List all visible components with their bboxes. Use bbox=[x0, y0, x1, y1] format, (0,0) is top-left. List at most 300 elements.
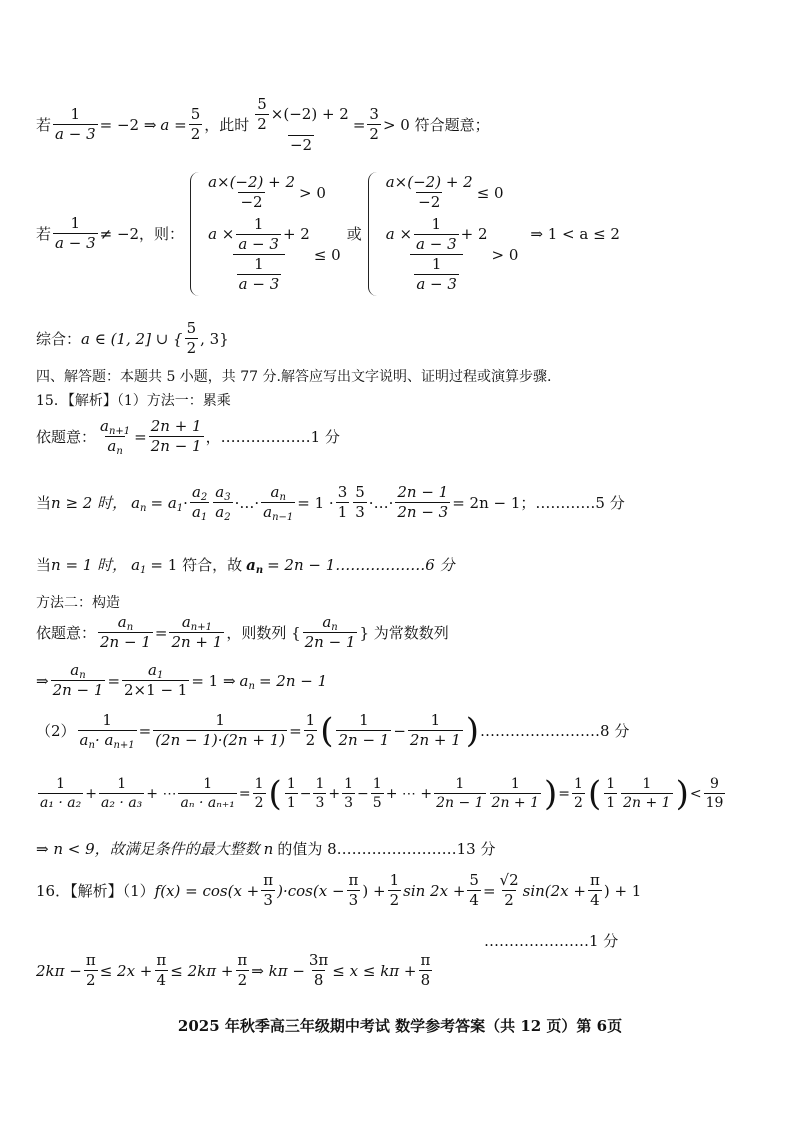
text: 或 bbox=[346, 225, 362, 244]
text: ≤ 2x + bbox=[99, 961, 153, 980]
denominator: 4 bbox=[590, 891, 600, 910]
numerator: 1 bbox=[117, 776, 127, 792]
denominator: a₂ · a₃ bbox=[101, 795, 143, 812]
numerator: a×(−2) + 2 bbox=[385, 173, 473, 191]
text: a bbox=[131, 555, 141, 574]
text: ⇒ 1 < a ≤ 2 bbox=[530, 224, 620, 243]
text: ) + bbox=[362, 881, 386, 900]
compound-denominator bbox=[410, 254, 463, 294]
term bbox=[131, 556, 146, 574]
numerator: 1 bbox=[574, 776, 583, 792]
numerator: √2 bbox=[499, 871, 519, 889]
text: a bbox=[117, 613, 127, 631]
numerator: 1 bbox=[70, 105, 81, 124]
line-12 bbox=[36, 712, 629, 750]
text: a = bbox=[160, 115, 187, 134]
line-6 bbox=[36, 418, 340, 456]
compound-denominator bbox=[233, 254, 286, 294]
fraction bbox=[99, 776, 144, 811]
brace bbox=[190, 172, 200, 296]
denominator: a₁ · a₂ bbox=[40, 795, 82, 812]
denominator: 19 bbox=[705, 795, 724, 812]
line-1 bbox=[36, 96, 490, 154]
text: = bbox=[558, 785, 571, 802]
text: a bbox=[215, 483, 225, 501]
fraction bbox=[235, 952, 249, 990]
numerator: 1 bbox=[254, 255, 264, 273]
numerator: 5 bbox=[190, 105, 201, 124]
text: a bbox=[239, 671, 249, 690]
line-7 bbox=[36, 484, 625, 522]
text: 15．【解析】（1）方法一：累乘 bbox=[36, 393, 231, 409]
text: a bbox=[215, 503, 225, 522]
right-paren: ) bbox=[544, 773, 558, 814]
text: ⇒ bbox=[36, 671, 49, 690]
fraction bbox=[98, 614, 153, 652]
text: …………………1 分 bbox=[484, 932, 619, 950]
subscript: 2 bbox=[200, 492, 208, 503]
text: = bbox=[138, 721, 152, 740]
compound-numerator bbox=[384, 216, 490, 255]
numerator: 5 bbox=[186, 319, 197, 337]
subscript: n bbox=[255, 564, 264, 576]
denominator: a − 3 bbox=[55, 234, 96, 253]
text: ⇒ n < 9，故满足条件的最大整数 bbox=[36, 840, 260, 858]
fraction bbox=[190, 484, 209, 522]
text: a bbox=[148, 661, 157, 679]
numerator: 1 bbox=[359, 711, 369, 729]
line-10 bbox=[36, 614, 449, 652]
numerator: 5 bbox=[469, 871, 479, 889]
text: + 2 bbox=[282, 224, 310, 243]
fraction bbox=[236, 216, 281, 254]
fraction bbox=[307, 952, 330, 990]
subscript: 3 bbox=[224, 492, 231, 503]
fraction bbox=[185, 320, 199, 358]
numerator bbox=[213, 484, 232, 502]
term bbox=[246, 556, 263, 574]
fraction bbox=[467, 872, 481, 910]
text: = −2 ⇒ bbox=[99, 115, 157, 134]
text: > 0 bbox=[299, 183, 326, 202]
page-footer: 2025 年秋季高三年级期中考试 数学参考答案（共 12 页）第 6页 bbox=[177, 1017, 623, 1035]
subscript: n bbox=[126, 622, 134, 633]
numerator bbox=[68, 662, 87, 680]
fraction bbox=[313, 776, 326, 811]
fraction bbox=[261, 872, 275, 910]
system-row bbox=[204, 172, 341, 214]
numerator: π bbox=[263, 871, 274, 889]
text: )·cos(x − bbox=[277, 881, 345, 900]
fraction bbox=[285, 776, 298, 811]
text: + 2 bbox=[460, 224, 488, 243]
fraction bbox=[178, 776, 236, 811]
denominator: 3 bbox=[344, 795, 354, 812]
numerator: π bbox=[237, 951, 248, 969]
denominator: 2n − 1 bbox=[150, 437, 202, 456]
numerator bbox=[180, 614, 214, 632]
fraction bbox=[53, 106, 98, 144]
denominator: 5 bbox=[372, 795, 382, 812]
fraction bbox=[347, 872, 361, 910]
text: 16．【解析】（1） bbox=[36, 882, 155, 901]
fraction bbox=[408, 712, 463, 750]
numerator: 1 bbox=[455, 776, 465, 792]
text: = 1 · bbox=[297, 493, 334, 512]
text: · a bbox=[94, 731, 114, 750]
denominator bbox=[213, 502, 232, 524]
numerator: 9 bbox=[710, 776, 719, 792]
line-11 bbox=[36, 662, 327, 700]
subscript: n bbox=[140, 502, 147, 514]
line-16 bbox=[484, 930, 618, 951]
text: a bbox=[107, 437, 117, 456]
text: a bbox=[263, 503, 273, 522]
numerator: 1 bbox=[389, 871, 400, 889]
text: ……………………8 分 bbox=[480, 722, 630, 741]
fraction bbox=[261, 484, 295, 522]
inequality-system-b bbox=[368, 172, 519, 296]
denominator bbox=[105, 436, 124, 458]
text: + bbox=[328, 785, 341, 802]
fraction bbox=[303, 614, 358, 652]
text: ⇒ kπ − bbox=[251, 961, 305, 980]
subscript: 1 bbox=[156, 670, 164, 681]
line-8 bbox=[36, 554, 455, 575]
numerator: 1 bbox=[254, 776, 264, 792]
denominator: 2n − 1 bbox=[338, 731, 390, 750]
denominator: 3 bbox=[355, 503, 365, 522]
fraction bbox=[304, 712, 318, 750]
text: ≤ 0 bbox=[313, 245, 341, 264]
line-14 bbox=[36, 838, 496, 859]
line-15 bbox=[36, 872, 641, 910]
numerator bbox=[116, 614, 135, 632]
subscript: n+1 bbox=[113, 740, 135, 752]
text: a × bbox=[385, 224, 413, 243]
numerator: 5 bbox=[257, 95, 267, 113]
numerator: 3π bbox=[308, 951, 329, 969]
subscript: 1 bbox=[140, 564, 147, 576]
system-row bbox=[204, 214, 341, 296]
denominator: 2 bbox=[254, 795, 264, 812]
text: ≤ 2kπ + bbox=[170, 961, 234, 980]
text: − bbox=[299, 785, 312, 802]
line-13 bbox=[36, 773, 727, 814]
fraction bbox=[255, 96, 269, 134]
text: ，则数列 { bbox=[226, 624, 301, 643]
numerator: a×(−2) + 2 bbox=[208, 173, 296, 191]
numerator bbox=[269, 484, 288, 502]
left-paren: ( bbox=[320, 710, 334, 751]
denominator: 2n + 1 bbox=[623, 795, 671, 812]
subscript: n bbox=[248, 680, 255, 692]
fraction bbox=[434, 776, 485, 811]
denominator: 3 bbox=[263, 891, 273, 910]
text: = bbox=[134, 427, 147, 446]
system-rows bbox=[382, 172, 519, 296]
text: sin 2x + bbox=[403, 881, 466, 900]
subscript: n bbox=[331, 622, 338, 633]
text: a bbox=[246, 555, 256, 574]
text: + ⋯ + bbox=[385, 785, 433, 802]
fraction bbox=[84, 952, 98, 990]
text: + bbox=[85, 785, 98, 802]
numerator: π bbox=[420, 951, 431, 969]
text: （2） bbox=[36, 722, 76, 741]
denominator: 2 bbox=[574, 795, 583, 812]
text: n ≥ 2 时， bbox=[51, 494, 128, 513]
fraction bbox=[98, 418, 132, 456]
system-row bbox=[382, 214, 519, 296]
denominator: a − 3 bbox=[416, 234, 457, 253]
text: < bbox=[689, 785, 702, 802]
text: 方法二：构造 bbox=[36, 595, 120, 611]
denominator bbox=[190, 502, 209, 524]
system-rows bbox=[204, 172, 341, 296]
denominator: a − 3 bbox=[55, 125, 96, 144]
numerator: 1 bbox=[315, 776, 325, 792]
text: a ∈ (1, 2] ∪ { bbox=[81, 329, 183, 348]
method-two-heading bbox=[36, 592, 120, 612]
text: a bbox=[181, 613, 191, 631]
denominator: 2 bbox=[85, 971, 96, 990]
numerator: 2n + 1 bbox=[150, 417, 202, 435]
denominator: aₙ · aₙ₊₁ bbox=[180, 795, 235, 812]
denominator: 4 bbox=[469, 891, 479, 910]
text: 2kπ − bbox=[36, 961, 82, 980]
fraction bbox=[122, 662, 189, 700]
subscript: n bbox=[88, 740, 95, 752]
text: a bbox=[100, 417, 109, 435]
text: 四、解答题：本题共 5 小题，共 77 分.解答应写出文字说明、证明过程或演算步骤. bbox=[36, 369, 552, 385]
text: ) + 1 bbox=[603, 881, 642, 900]
numerator: 3 bbox=[369, 105, 379, 124]
numerator bbox=[146, 662, 165, 680]
denominator: −2 bbox=[289, 135, 313, 154]
text: 依题意： bbox=[36, 428, 97, 447]
fraction bbox=[367, 106, 381, 144]
fraction bbox=[251, 96, 351, 154]
text: ≠ −2，则： bbox=[99, 225, 185, 244]
numerator: π bbox=[85, 951, 96, 969]
text: − bbox=[393, 721, 406, 740]
fraction bbox=[371, 776, 384, 811]
denominator: −2 bbox=[418, 193, 441, 212]
subscript: n−1 bbox=[272, 512, 294, 524]
left-paren: ( bbox=[587, 773, 602, 814]
text: a bbox=[70, 661, 80, 679]
denominator: 4 bbox=[156, 971, 167, 990]
text: ·…· bbox=[234, 493, 260, 512]
text: a bbox=[270, 483, 280, 501]
text: = 2n − 1 bbox=[258, 671, 328, 690]
inequality-system-a bbox=[190, 172, 341, 296]
subscript: 2 bbox=[224, 512, 231, 524]
text: = bbox=[154, 623, 168, 642]
fraction bbox=[604, 776, 617, 811]
text: 若 bbox=[36, 116, 52, 135]
denominator: 2 bbox=[369, 125, 379, 144]
text: ≤ 0 bbox=[476, 183, 504, 202]
numerator: 1 bbox=[431, 214, 442, 233]
subscript: n+1 bbox=[190, 622, 212, 633]
fraction bbox=[253, 776, 266, 811]
denominator: 2 bbox=[257, 115, 267, 134]
text: = 2n − 1………………6 分 bbox=[267, 556, 455, 574]
denominator bbox=[261, 502, 295, 524]
text: · bbox=[183, 493, 188, 512]
subscript: 1 bbox=[176, 502, 184, 514]
right-paren: ) bbox=[465, 710, 480, 751]
fraction bbox=[149, 418, 204, 456]
denominator: 2n − 1 bbox=[436, 795, 484, 812]
denominator: 2 bbox=[305, 731, 316, 750]
denominator: 2n + 1 bbox=[409, 731, 461, 750]
denominator: 2 bbox=[389, 891, 400, 910]
fraction bbox=[353, 484, 367, 522]
text: a × bbox=[208, 224, 235, 243]
denominator: −2 bbox=[240, 193, 263, 212]
text: > 0 bbox=[491, 245, 519, 264]
denominator: 2n − 3 bbox=[397, 503, 449, 522]
fraction bbox=[498, 872, 521, 910]
fraction bbox=[206, 174, 297, 212]
problem-15-heading bbox=[36, 390, 231, 410]
line-3 bbox=[36, 320, 229, 358]
text: > 0 符合题意； bbox=[382, 116, 490, 135]
numerator bbox=[190, 484, 209, 502]
subscript: 1 bbox=[200, 512, 208, 524]
numerator: 1 bbox=[510, 776, 520, 792]
subscript: n bbox=[79, 670, 86, 681]
text: = 2n − 1；…………5 分 bbox=[452, 494, 625, 513]
denominator: a − 3 bbox=[238, 234, 279, 253]
numerator bbox=[98, 418, 132, 436]
text: = bbox=[238, 785, 251, 802]
numerator: π bbox=[156, 951, 167, 969]
right-paren: ) bbox=[675, 773, 689, 814]
denominator: 1 bbox=[286, 795, 296, 812]
text: a bbox=[131, 493, 141, 512]
text: ×(−2) + 2 bbox=[270, 105, 349, 124]
fraction bbox=[414, 216, 459, 254]
text: } 为常数数列 bbox=[359, 624, 449, 643]
denominator bbox=[78, 730, 137, 752]
denominator: 3 bbox=[348, 891, 359, 910]
fraction bbox=[704, 776, 726, 811]
text: ，此时 bbox=[204, 116, 250, 135]
subscript: n bbox=[279, 492, 286, 503]
numerator: 1 bbox=[642, 776, 652, 792]
fraction bbox=[154, 952, 168, 990]
fraction bbox=[213, 484, 232, 522]
line-2 bbox=[36, 172, 620, 296]
numerator: 3 bbox=[337, 483, 348, 501]
term bbox=[240, 672, 255, 690]
numerator: 1 bbox=[286, 776, 296, 792]
denominator: 2 bbox=[190, 125, 201, 144]
text: n bbox=[263, 839, 274, 858]
text: + ⋯ bbox=[146, 785, 177, 802]
subscript: n+1 bbox=[108, 426, 131, 437]
text: n = 1 时， bbox=[51, 556, 128, 574]
text: 的值为 8……………………13 分 bbox=[277, 840, 496, 858]
numerator: 5 bbox=[355, 483, 365, 501]
denominator: 1 bbox=[606, 795, 616, 812]
text: = bbox=[352, 115, 366, 134]
denominator: 2n + 1 bbox=[491, 795, 540, 812]
fraction bbox=[206, 216, 312, 294]
fraction bbox=[153, 712, 287, 750]
fraction bbox=[490, 776, 541, 811]
fraction bbox=[51, 662, 106, 700]
numerator: 1 bbox=[431, 255, 442, 273]
text: ·…· bbox=[368, 493, 394, 512]
numerator: 1 bbox=[56, 776, 66, 792]
text: = bbox=[289, 721, 302, 740]
fraction bbox=[395, 484, 450, 522]
text: a bbox=[79, 731, 89, 750]
fraction bbox=[588, 872, 602, 910]
denominator: 2 bbox=[186, 339, 197, 358]
denominator: 8 bbox=[420, 971, 431, 990]
fraction bbox=[384, 216, 490, 294]
fraction bbox=[169, 614, 224, 652]
fraction bbox=[336, 712, 391, 750]
text: − bbox=[357, 785, 369, 802]
numerator: 1 bbox=[215, 711, 225, 729]
text: = 1 符合，故 bbox=[150, 556, 243, 574]
text: ≤ x ≤ kπ + bbox=[332, 961, 417, 980]
fraction bbox=[572, 776, 585, 811]
term bbox=[131, 494, 146, 512]
text: sin(2x + bbox=[522, 881, 586, 900]
fraction bbox=[78, 712, 137, 750]
fraction bbox=[237, 256, 282, 294]
fraction bbox=[53, 215, 98, 253]
text: 综合： bbox=[36, 330, 82, 349]
denominator: 2n + 1 bbox=[171, 633, 223, 652]
denominator: 1 bbox=[337, 503, 348, 522]
numerator: 1 bbox=[344, 776, 354, 792]
numerator: 1 bbox=[70, 214, 81, 232]
denominator: 2n − 1 bbox=[52, 681, 104, 700]
fraction bbox=[342, 776, 355, 811]
section-heading bbox=[36, 366, 551, 386]
numerator: 2n − 1 bbox=[397, 483, 449, 501]
text: = bbox=[107, 671, 121, 690]
fraction bbox=[38, 776, 83, 811]
text: 依题意： bbox=[36, 624, 97, 643]
numerator: π bbox=[348, 871, 359, 889]
denominator: 8 bbox=[313, 971, 324, 990]
denominator: a − 3 bbox=[416, 275, 457, 294]
denominator: 2n − 1 bbox=[100, 633, 151, 652]
text: a bbox=[191, 483, 201, 501]
line-17 bbox=[36, 952, 434, 990]
denominator: 2 bbox=[237, 971, 248, 990]
denominator: (2n − 1)·(2n + 1) bbox=[155, 731, 286, 750]
numerator: 1 bbox=[606, 776, 616, 792]
text: = bbox=[482, 881, 496, 900]
denominator: 2 bbox=[504, 891, 514, 910]
text: 若 bbox=[36, 225, 52, 244]
numerator: 1 bbox=[253, 214, 264, 233]
brace bbox=[368, 172, 378, 296]
numerator: π bbox=[589, 871, 600, 889]
numerator: 1 bbox=[102, 711, 112, 729]
